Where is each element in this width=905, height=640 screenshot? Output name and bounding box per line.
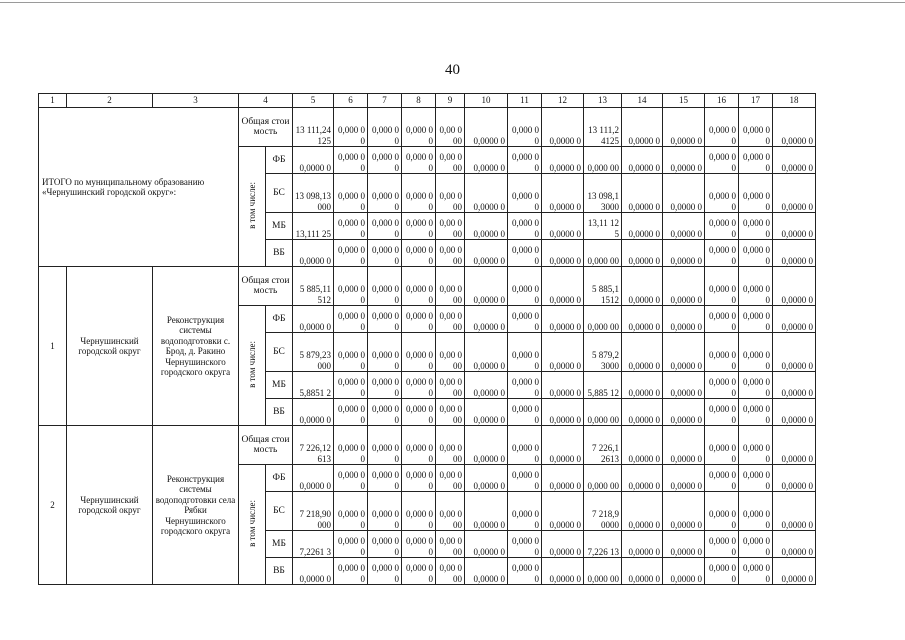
value-cell: 0,000 00	[508, 333, 542, 372]
value-cell: 0,0000 0	[293, 465, 334, 492]
value-cell: 0,000 00	[705, 213, 739, 240]
value-cell: 0,0000 0	[542, 399, 584, 426]
value-cell: 7 226,1 2613	[584, 426, 622, 465]
value-cell: 0,0000 0	[542, 267, 584, 306]
value-cell: 0,000 00	[402, 240, 436, 267]
value-cell: 0,000 00	[739, 558, 773, 585]
value-cell: 0,000 00	[508, 531, 542, 558]
value-cell: 0,000 00	[705, 147, 739, 174]
value-cell: 0,00 000	[436, 147, 465, 174]
value-cell: 13,11 125	[584, 213, 622, 240]
value-cell: 0,0000 0	[773, 174, 816, 213]
value-cell: 0,000 00	[705, 399, 739, 426]
value-cell: 0,00 000	[436, 531, 465, 558]
value-cell: 0,0000 0	[663, 465, 705, 492]
including-label-cell	[239, 147, 266, 267]
value-cell: 0,0000 0	[542, 465, 584, 492]
table-row	[39, 108, 816, 147]
value-cell: 0,0000 0	[663, 267, 705, 306]
column-number: 16	[705, 94, 739, 108]
object-name-cell: Реконструкция системы водоподготовки с. Брод, д. Ракино Чернушинского городского округа	[153, 267, 239, 426]
value-cell: 0,000 00	[368, 492, 402, 531]
value-cell: 13 098,13 000	[293, 174, 334, 213]
value-cell: 0,000 00	[739, 372, 773, 399]
value-cell: 0,000 00	[402, 174, 436, 213]
column-number: 12	[542, 94, 584, 108]
value-cell: 0,000 00	[508, 372, 542, 399]
value-cell: 0,000 00	[705, 108, 739, 147]
value-cell: 0,000 00	[334, 426, 368, 465]
value-cell: 0,000 00	[508, 267, 542, 306]
column-number: 9	[436, 94, 465, 108]
table-row	[39, 267, 816, 306]
value-cell: 0,000 00	[368, 333, 402, 372]
value-cell: 0,0000 0	[663, 492, 705, 531]
value-cell: 0,00 000	[436, 558, 465, 585]
value-cell: 0,000 00	[705, 531, 739, 558]
value-cell: 0,000 00	[368, 426, 402, 465]
value-cell: 0,0000 0	[622, 426, 663, 465]
including-label: в том числе:	[247, 340, 257, 388]
value-cell: 0,0000 0	[622, 240, 663, 267]
value-cell: 0,000 00	[334, 267, 368, 306]
funding-source-cell: МБ	[266, 531, 293, 558]
funding-source-cell: ФБ	[266, 147, 293, 174]
value-cell: 0,000 00	[334, 213, 368, 240]
value-cell: 7 218,90 000	[293, 492, 334, 531]
value-cell: 0,000 00	[739, 306, 773, 333]
value-cell: 0,0000 0	[622, 147, 663, 174]
value-cell: 0,0000 0	[622, 333, 663, 372]
value-cell: 0,0000 0	[622, 465, 663, 492]
block-title-cell: ИТОГО по муниципальному образованию «Чернушинский городской округ»:	[39, 108, 239, 267]
value-cell: 0,000 00	[368, 174, 402, 213]
value-cell: 0,000 00	[508, 492, 542, 531]
value-cell: 0,000 00	[739, 108, 773, 147]
value-cell: 0,0000 0	[465, 174, 508, 213]
value-cell: 0,000 00	[368, 558, 402, 585]
value-cell: 0,0000 0	[622, 267, 663, 306]
value-cell: 0,00 000	[436, 399, 465, 426]
value-cell: 0,0000 0	[465, 558, 508, 585]
value-cell: 0,000 00	[368, 267, 402, 306]
value-cell: 0,00 000	[436, 108, 465, 147]
scan-edge-line	[0, 2, 905, 3]
value-cell: 0,0000 0	[622, 492, 663, 531]
value-cell: 0,0000 0	[465, 426, 508, 465]
value-cell: 0,000 00	[705, 306, 739, 333]
value-cell: 0,0000 0	[663, 213, 705, 240]
funding-source-cell: Общая стоимость	[239, 267, 293, 306]
value-cell: 0,00 000	[436, 174, 465, 213]
row-number-cell: 2	[39, 426, 67, 585]
column-number: 5	[293, 94, 334, 108]
row-number-cell: 1	[39, 267, 67, 426]
value-cell: 0,0000 0	[773, 306, 816, 333]
value-cell: 0,000 00	[739, 399, 773, 426]
table-row	[39, 426, 816, 465]
column-number: 17	[739, 94, 773, 108]
value-cell: 0,0000 0	[465, 108, 508, 147]
including-label-cell	[239, 306, 266, 426]
value-cell: 0,000 00	[705, 240, 739, 267]
column-number: 18	[773, 94, 816, 108]
value-cell: 5 885,1 1512	[584, 267, 622, 306]
value-cell: 0,0000 0	[773, 372, 816, 399]
value-cell: 0,000 00	[508, 399, 542, 426]
value-cell: 0,000 00	[334, 147, 368, 174]
value-cell: 0,0000 0	[293, 558, 334, 585]
value-cell: 0,000 00	[739, 213, 773, 240]
value-cell: 0,000 00	[705, 492, 739, 531]
value-cell: 7 218,9 0000	[584, 492, 622, 531]
value-cell: 0,000 00	[508, 108, 542, 147]
column-number: 1	[39, 94, 67, 108]
value-cell: 0,000 00	[584, 147, 622, 174]
value-cell: 0,0000 0	[773, 267, 816, 306]
value-cell: 0,000 00	[368, 372, 402, 399]
funding-source-cell: ВБ	[266, 399, 293, 426]
column-number: 8	[402, 94, 436, 108]
value-cell: 0,00 000	[436, 333, 465, 372]
value-cell: 0,00 000	[436, 306, 465, 333]
value-cell: 0,000 00	[508, 174, 542, 213]
value-cell: 0,0000 0	[465, 465, 508, 492]
value-cell: 0,0000 0	[542, 147, 584, 174]
value-cell: 0,000 00	[584, 558, 622, 585]
value-cell: 0,0000 0	[773, 558, 816, 585]
value-cell: 0,0000 0	[465, 147, 508, 174]
value-cell: 0,000 00	[739, 531, 773, 558]
value-cell: 0,0000 0	[663, 240, 705, 267]
value-cell: 0,000 00	[508, 147, 542, 174]
value-cell: 0,000 00	[739, 147, 773, 174]
value-cell: 0,0000 0	[465, 372, 508, 399]
value-cell: 0,000 00	[368, 213, 402, 240]
value-cell: 0,000 00	[334, 492, 368, 531]
value-cell: 0,0000 0	[465, 492, 508, 531]
including-label: в том числе:	[247, 499, 257, 547]
value-cell: 0,0000 0	[542, 306, 584, 333]
funding-source-cell: ВБ	[266, 240, 293, 267]
value-cell: 0,00 000	[436, 267, 465, 306]
column-number: 10	[465, 94, 508, 108]
value-cell: 0,000 00	[334, 372, 368, 399]
value-cell: 0,0000 0	[542, 426, 584, 465]
value-cell: 0,0000 0	[542, 333, 584, 372]
value-cell: 0,000 00	[334, 174, 368, 213]
value-cell: 0,000 00	[402, 213, 436, 240]
column-number-row	[39, 94, 816, 108]
value-cell: 0,0000 0	[773, 213, 816, 240]
funding-source-cell: ВБ	[266, 558, 293, 585]
value-cell: 0,000 00	[584, 399, 622, 426]
value-cell: 0,000 00	[402, 465, 436, 492]
value-cell: 0,0000 0	[773, 333, 816, 372]
value-cell: 0,000 00	[334, 531, 368, 558]
funding-source-cell: МБ	[266, 213, 293, 240]
value-cell: 0,0000 0	[465, 213, 508, 240]
funding-source-cell: Общая стоимость	[239, 426, 293, 465]
value-cell: 0,00 000	[436, 492, 465, 531]
column-number: 13	[584, 94, 622, 108]
value-cell: 0,0000 0	[622, 372, 663, 399]
value-cell: 0,0000 0	[773, 492, 816, 531]
value-cell: 0,00 000	[436, 372, 465, 399]
column-number: 11	[508, 94, 542, 108]
value-cell: 0,000 00	[368, 465, 402, 492]
value-cell: 0,000 00	[402, 558, 436, 585]
budget-table	[38, 93, 816, 585]
value-cell: 0,000 00	[739, 492, 773, 531]
value-cell: 0,000 00	[334, 240, 368, 267]
value-cell: 0,000 00	[368, 399, 402, 426]
value-cell: 13 111,2 4125	[584, 108, 622, 147]
value-cell: 5 879,2 3000	[584, 333, 622, 372]
value-cell: 0,000 00	[402, 531, 436, 558]
value-cell: 5 885,11 512	[293, 267, 334, 306]
value-cell: 0,000 00	[402, 372, 436, 399]
value-cell: 0,000 00	[705, 426, 739, 465]
value-cell: 0,0000 0	[663, 306, 705, 333]
value-cell: 0,000 00	[739, 174, 773, 213]
value-cell: 0,000 00	[739, 333, 773, 372]
value-cell: 0,0000 0	[542, 108, 584, 147]
value-cell: 0,00 000	[436, 426, 465, 465]
value-cell: 13 111,24 125	[293, 108, 334, 147]
column-number: 3	[153, 94, 239, 108]
value-cell: 0,000 00	[402, 108, 436, 147]
value-cell: 0,0000 0	[622, 213, 663, 240]
value-cell: 0,0000 0	[542, 213, 584, 240]
value-cell: 0,0000 0	[663, 399, 705, 426]
value-cell: 0,000 00	[508, 426, 542, 465]
value-cell: 0,0000 0	[773, 399, 816, 426]
value-cell: 13,111 25	[293, 213, 334, 240]
value-cell: 0,000 00	[334, 399, 368, 426]
value-cell: 0,000 00	[402, 333, 436, 372]
value-cell: 0,000 00	[368, 240, 402, 267]
value-cell: 0,0000 0	[465, 267, 508, 306]
value-cell: 0,0000 0	[773, 426, 816, 465]
value-cell: 0,000 00	[584, 306, 622, 333]
value-cell: 0,00 000	[436, 213, 465, 240]
value-cell: 0,000 00	[705, 174, 739, 213]
value-cell: 0,0000 0	[663, 531, 705, 558]
value-cell: 0,000 00	[739, 240, 773, 267]
column-number: 7	[368, 94, 402, 108]
value-cell: 0,000 00	[739, 267, 773, 306]
column-number: 6	[334, 94, 368, 108]
value-cell: 0,0000 0	[663, 333, 705, 372]
value-cell: 0,0000 0	[622, 399, 663, 426]
value-cell: 0,0000 0	[622, 108, 663, 147]
funding-source-cell: БС	[266, 174, 293, 213]
value-cell: 0,0000 0	[773, 531, 816, 558]
value-cell: 7,2261 3	[293, 531, 334, 558]
value-cell: 0,0000 0	[542, 174, 584, 213]
value-cell: 0,000 00	[508, 558, 542, 585]
value-cell: 0,000 00	[368, 108, 402, 147]
value-cell: 0,0000 0	[542, 558, 584, 585]
value-cell: 0,0000 0	[465, 399, 508, 426]
funding-source-cell: ФБ	[266, 306, 293, 333]
value-cell: 0,0000 0	[663, 372, 705, 399]
district-cell: Чернушинский городской округ	[67, 267, 153, 426]
funding-source-cell: МБ	[266, 372, 293, 399]
value-cell: 0,0000 0	[663, 174, 705, 213]
value-cell: 0,0000 0	[293, 306, 334, 333]
district-cell: Чернушинский городской округ	[67, 426, 153, 585]
value-cell: 0,000 00	[508, 213, 542, 240]
value-cell: 13 098,1 3000	[584, 174, 622, 213]
value-cell: 0,00 000	[436, 465, 465, 492]
value-cell: 0,000 00	[402, 426, 436, 465]
value-cell: 0,000 00	[368, 147, 402, 174]
value-cell: 0,0000 0	[622, 306, 663, 333]
value-cell: 0,000 00	[334, 108, 368, 147]
value-cell: 0,0000 0	[663, 147, 705, 174]
page-number: 40	[445, 62, 460, 78]
value-cell: 0,0000 0	[542, 531, 584, 558]
value-cell: 0,000 00	[334, 333, 368, 372]
value-cell: 0,000 00	[584, 465, 622, 492]
table-body	[39, 94, 816, 585]
value-cell: 0,000 00	[705, 372, 739, 399]
value-cell: 5,8851 2	[293, 372, 334, 399]
value-cell: 0,0000 0	[542, 240, 584, 267]
value-cell: 7 226,12 613	[293, 426, 334, 465]
value-cell: 0,0000 0	[465, 306, 508, 333]
value-cell: 0,0000 0	[542, 492, 584, 531]
value-cell: 0,0000 0	[773, 147, 816, 174]
value-cell: 0,000 00	[334, 558, 368, 585]
value-cell: 0,0000 0	[293, 240, 334, 267]
value-cell: 0,000 00	[739, 426, 773, 465]
value-cell: 0,0000 0	[293, 399, 334, 426]
value-cell: 0,00 000	[436, 240, 465, 267]
value-cell: 0,0000 0	[663, 558, 705, 585]
value-cell: 5 879,23 000	[293, 333, 334, 372]
value-cell: 0,000 00	[508, 306, 542, 333]
value-cell: 0,000 00	[402, 267, 436, 306]
value-cell: 0,0000 0	[773, 108, 816, 147]
value-cell: 0,000 00	[705, 558, 739, 585]
value-cell: 0,0000 0	[622, 174, 663, 213]
value-cell: 0,000 00	[508, 465, 542, 492]
value-cell: 0,000 00	[402, 147, 436, 174]
value-cell: 0,000 00	[334, 465, 368, 492]
value-cell: 0,0000 0	[773, 240, 816, 267]
value-cell: 0,0000 0	[622, 531, 663, 558]
column-number: 4	[239, 94, 293, 108]
value-cell: 0,000 00	[368, 306, 402, 333]
object-name-cell: Реконструкция системы водоподготовки села Рябки Чернушинского городского округа	[153, 426, 239, 585]
value-cell: 0,000 00	[705, 333, 739, 372]
value-cell: 7,226 13	[584, 531, 622, 558]
funding-source-cell: Общая стоимость	[239, 108, 293, 147]
value-cell: 0,0000 0	[542, 372, 584, 399]
value-cell: 0,000 00	[402, 306, 436, 333]
funding-source-cell: ФБ	[266, 465, 293, 492]
value-cell: 5,885 12	[584, 372, 622, 399]
value-cell: 0,000 00	[508, 240, 542, 267]
value-cell: 0,0000 0	[465, 531, 508, 558]
value-cell: 0,0000 0	[663, 108, 705, 147]
column-number: 2	[67, 94, 153, 108]
including-label-cell	[239, 465, 266, 585]
value-cell: 0,0000 0	[465, 240, 508, 267]
value-cell: 0,000 00	[368, 531, 402, 558]
value-cell: 0,000 00	[402, 399, 436, 426]
column-number: 14	[622, 94, 663, 108]
funding-source-cell: БС	[266, 492, 293, 531]
value-cell: 0,000 00	[705, 267, 739, 306]
including-label: в том числе:	[247, 181, 257, 229]
value-cell: 0,000 00	[584, 240, 622, 267]
value-cell: 0,000 00	[739, 465, 773, 492]
value-cell: 0,0000 0	[773, 465, 816, 492]
funding-source-cell: БС	[266, 333, 293, 372]
value-cell: 0,0000 0	[663, 426, 705, 465]
value-cell: 0,0000 0	[293, 147, 334, 174]
column-number: 15	[663, 94, 705, 108]
value-cell: 0,0000 0	[465, 333, 508, 372]
value-cell: 0,0000 0	[622, 558, 663, 585]
value-cell: 0,000 00	[334, 306, 368, 333]
value-cell: 0,000 00	[402, 492, 436, 531]
value-cell: 0,000 00	[705, 465, 739, 492]
